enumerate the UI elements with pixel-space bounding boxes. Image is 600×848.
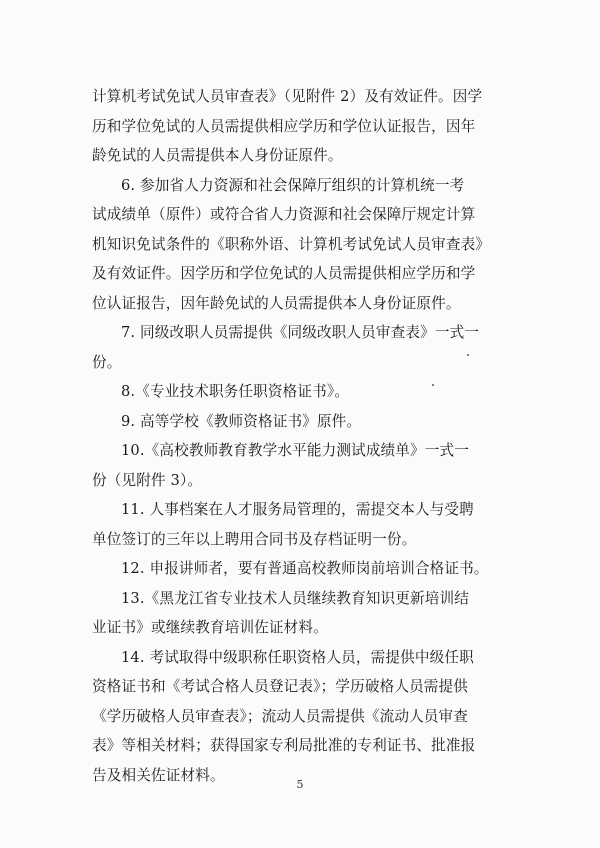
item-14-line: 14. 考试取得中级职称任职资格人员，需提供中级任职	[121, 648, 474, 666]
text-line: 位认证报告，因年龄免试的人员需提供本人身份证原件。	[92, 294, 461, 312]
item-7-line: 7. 同级改职人员需提供《同级改职人员审查表》一式一	[121, 324, 480, 341]
text-line: 业证书》或继续教育培训佐证材料。	[92, 619, 328, 636]
item-8-line: 8.《专业技术职务任职资格证书》。	[121, 383, 350, 400]
item-13-line: 13.《黑龙江省专业技术人员继续教育知识更新培训结	[121, 589, 470, 607]
item-6-line: 6. 参加省人力资源和社会保障厅组织的计算机统一考	[121, 176, 465, 194]
text-line: 试成绩单（原件）或符合省人力资源和社会保障厅规定计算	[92, 206, 476, 223]
text-line: 及有效证件。因学历和学位免试的人员需提供相应学历和学	[92, 265, 476, 282]
text-line: 份（见附件 3）。	[92, 471, 203, 489]
scan-speck	[432, 384, 434, 386]
text-line: 机知识免试条件的《职称外语、计算机考试免试人员审查表》	[92, 235, 491, 253]
item-9-line: 9. 高等学校《教师资格证书》原件。	[121, 412, 362, 430]
item-10-line: 10.《高校教师教育教学水平能力测试成绩单》一式一	[121, 442, 470, 459]
text-line: 历和学位免试的人员需提供相应学历和学位认证报告，因年	[92, 117, 476, 135]
item-11-line: 11. 人事档案在人才服务局管理的，需提交本人与受聘	[121, 501, 474, 518]
item-12-line: 12. 申报讲师者，要有普通高校教师岗前培训合格证书。	[121, 560, 489, 577]
text-line: 份。	[92, 353, 122, 371]
text-line: 告及相关佐证材料。	[92, 766, 225, 784]
text-line: 计算机考试免试人员审查表》（见附件 2）及有效证件。因学	[92, 88, 483, 105]
page-number: 5	[296, 778, 304, 791]
text-line: 表》等相关材料；获得国家专利局批准的专利证书、批准报	[92, 737, 476, 754]
body-text	[92, 82, 516, 790]
text-line: 《学历破格人员审查表》；流动人员需提供《流动人员审查	[92, 707, 469, 725]
text-line: 单位签订的三年以上聘用合同书及存档证明一份。	[92, 530, 417, 548]
scan-speck	[467, 354, 469, 356]
text-line: 龄免试的人员需提供本人身份证原件。	[92, 147, 343, 164]
text-line: 资格证书和《考试合格人员登记表》；学历破格人员需提供	[92, 678, 469, 695]
